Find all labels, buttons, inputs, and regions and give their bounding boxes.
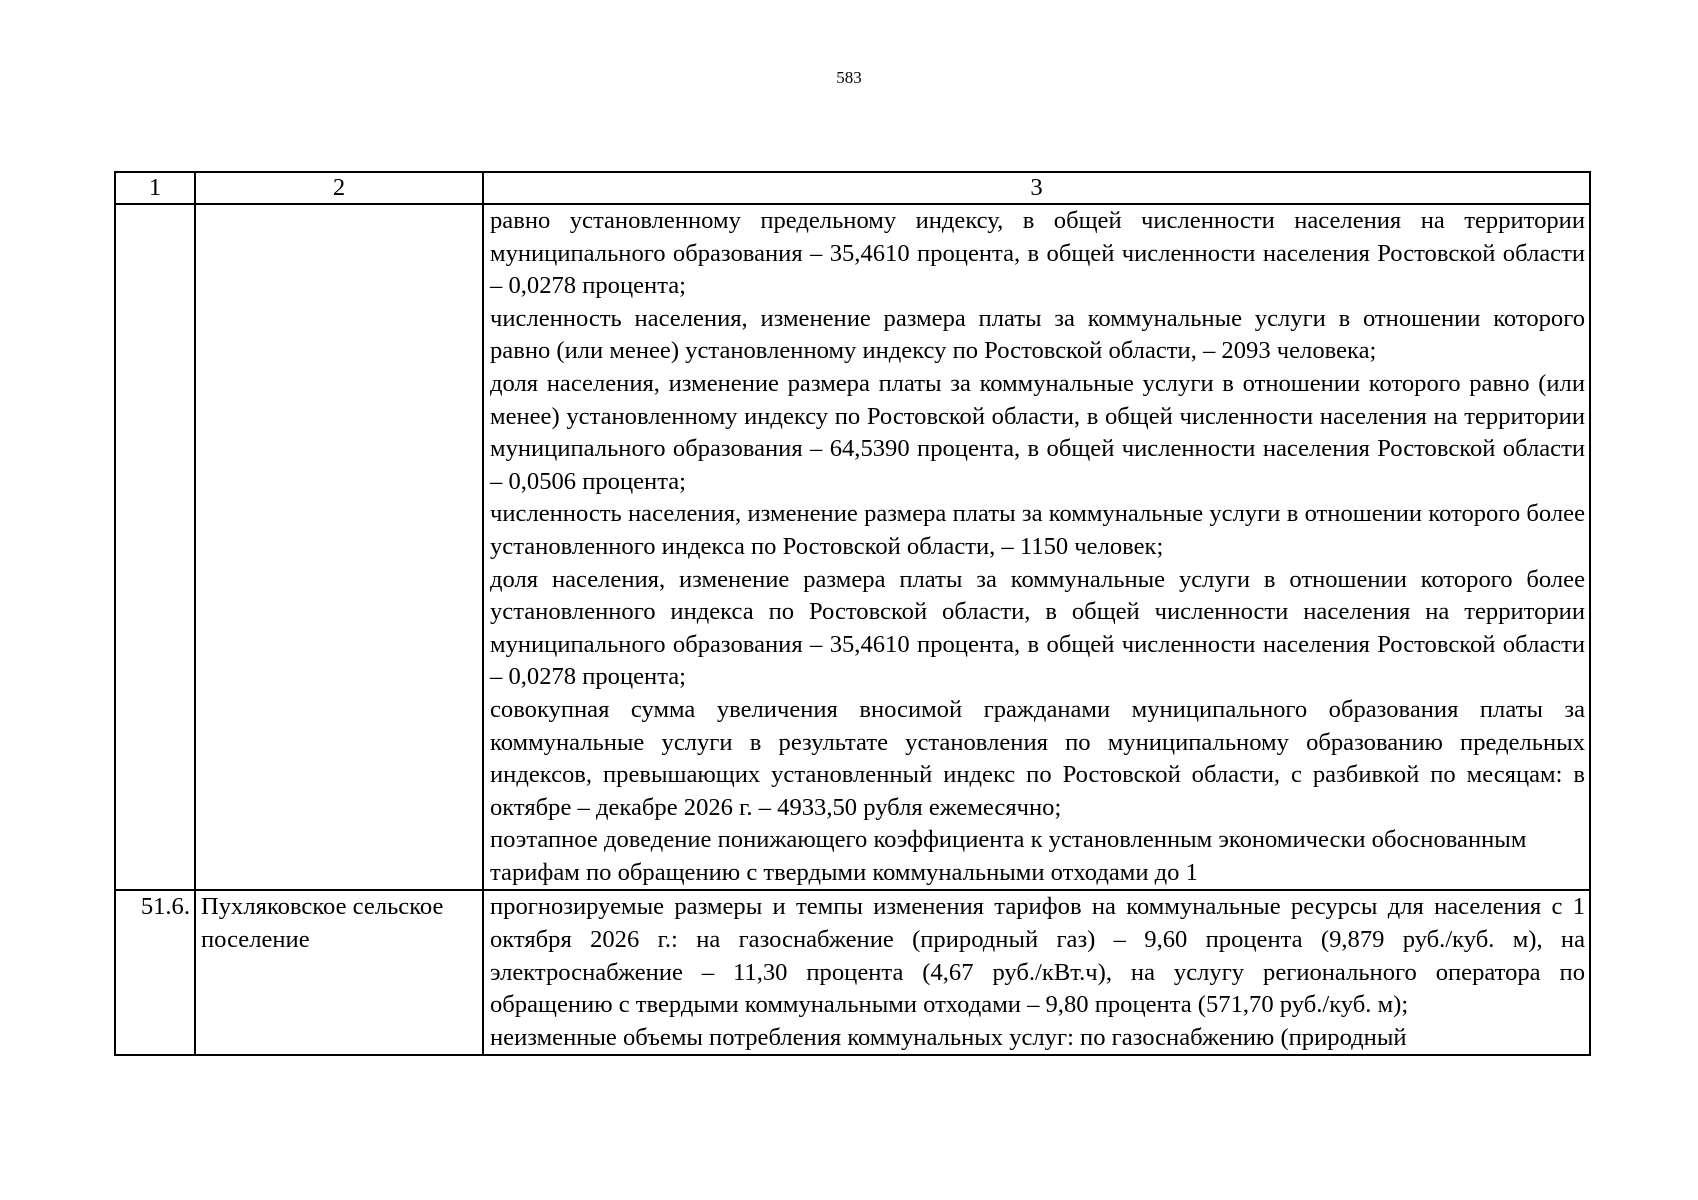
paragraph-population-above-index: численность населения, изменение размера платы за коммунальные услуги в отношении которого более установленного индекса по Ростовской области, – 1150 человек; (490, 500, 1585, 560)
paragraph-consumption-volumes: неизменные объемы потребления коммунальных услуг: по газоснабжению (природный (490, 1023, 1407, 1051)
paragraph-share-equal-index: равно установленному предельному индексу, в общей численности населения на территории муниципального образования – 35,4610 процента, в общей численности населения Ростовской области – 0,0278 процента; (490, 207, 1585, 300)
paragraph-share-below-index: доля населения, изменение размера платы за коммунальные услуги в отношении которого равно (или менее) установленному индексу по Ростовской области, в общей численности населения на территории муниципального образования – 64,5390 процента, в общей численности населения Ростовской области – 0,0506 процента; (490, 369, 1585, 495)
column-header-3: 3 (483, 172, 1590, 204)
continued-number-cell (115, 204, 195, 890)
page-number: 583 (836, 68, 862, 87)
paragraph-coefficient: поэтапное доведение понижающего коэффициента к установленным экономически обоснованным тарифам по обращению с твердыми коммунальными отходами до 1 (490, 826, 1527, 886)
table-header-row (115, 172, 1590, 204)
continued-text-cell (483, 204, 1590, 890)
column-header-2: 2 (195, 172, 483, 204)
paragraph-forecast-tariffs: прогнозируемые размеры и темпы изменения тарифов на коммунальные ресурсы для населения с 1 октября 2026 г.: на газоснабжение (природный газ) – 9,60 процента (9,879 руб./куб. м), на электроснабжение – 11,30 процента (4,67 руб./кВт.ч), на услугу регионального оператора по обращению с твердыми коммунальными отходами – 9,80 процента (571,70 руб./куб. м); (490, 893, 1585, 1019)
table-row-continued (115, 204, 1590, 890)
continued-name-cell (195, 204, 483, 890)
row-number: 51.6. (115, 890, 195, 1055)
column-header-1: 1 (115, 172, 195, 204)
tariff-table (114, 171, 1591, 1056)
settlement-text-cell (483, 890, 1590, 1055)
paragraph-share-above-index: доля населения, изменение размера платы за коммунальные услуги в отношении которого более установленного индекса по Ростовской области, в общей численности населения на территории муниципального образования – 35,4610 процента, в общей численности населения Ростовской области – 0,0278 процента; (490, 565, 1585, 691)
paragraph-total-increase: совокупная сумма увеличения вносимой гражданами муниципального образования платы за коммунальные услуги в результате установления по муниципальному образованию предельных индексов, превышающих установленный индекс по Ростовской области, с разбивкой по месяцам: в октябре – декабре 2026 г. – 4933,50 рубля ежемесячно; (490, 695, 1585, 821)
table-row-51-6 (115, 890, 1590, 1055)
settlement-name: Пухляковское сельское поселение (195, 890, 483, 1055)
paragraph-population-below-index: численность населения, изменение размера платы за коммунальные услуги в отношении которого равно (или менее) установленному индексу по Ростовской области, – 2093 человека; (490, 304, 1585, 365)
